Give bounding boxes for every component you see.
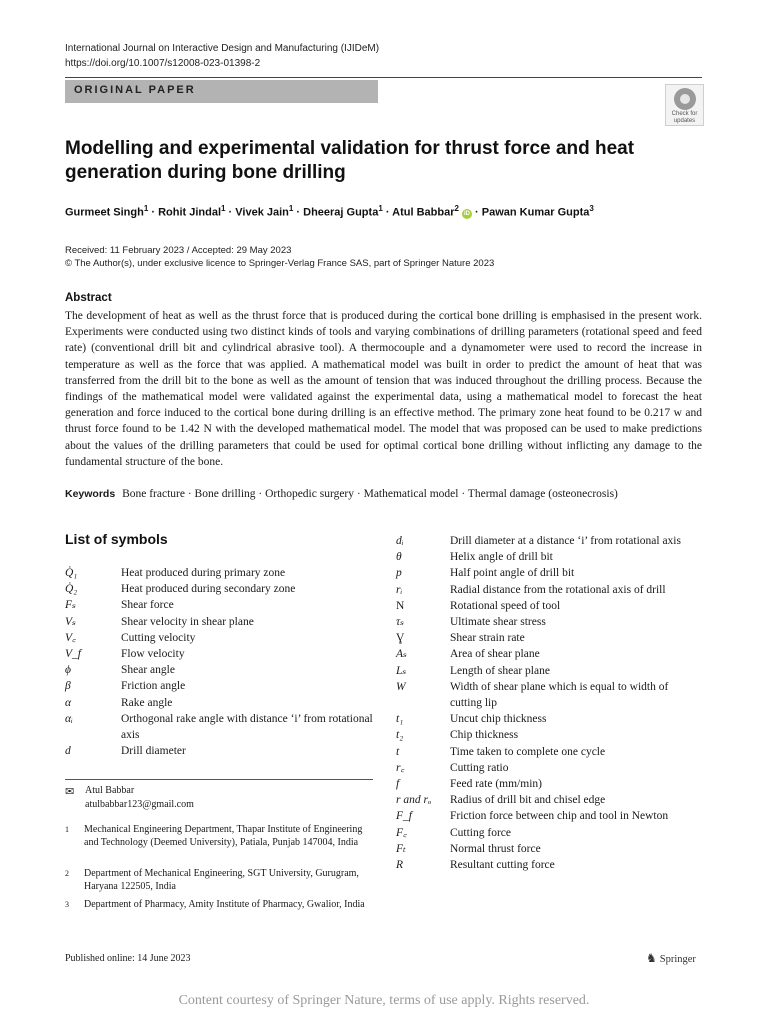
symbol-description: Shear force (121, 599, 174, 612)
author-affiliation-marker: 3 (589, 204, 594, 213)
springer-horse-icon: ♞ (646, 951, 657, 965)
check-for-updates-badge[interactable] (665, 84, 704, 126)
symbol-description: Friction angle (121, 680, 186, 693)
symbol-row (396, 760, 702, 776)
symbol: t₂ (396, 729, 404, 742)
symbol-description: Rotational speed of tool (450, 599, 561, 612)
abstract-heading: Abstract (65, 292, 112, 304)
corresponding-author-name: Atul Babbar (85, 785, 135, 796)
symbol-row (65, 581, 373, 597)
symbol: r꜀ (396, 761, 405, 774)
author-name: Rohit Jindal (158, 206, 222, 219)
symbol-description: Time taken to complete one cycle (450, 745, 606, 758)
author-affiliation-marker: 1 (288, 204, 294, 213)
affiliation-number: 1 (65, 825, 69, 834)
affiliation-text: Mechanical Engineering Department, Thapar Institute of Engineering and Technology (Deemed University), Patiala, Punjab 147004, India (84, 824, 363, 848)
symbol-description: Cutting force (450, 826, 511, 839)
affiliation-number: 3 (65, 900, 69, 909)
author-name: Vivek Jain (235, 206, 289, 219)
symbol: Q̇₁ (65, 567, 78, 579)
symbol-description: Cutting velocity (121, 631, 196, 644)
affiliation (65, 867, 365, 893)
symbol: α (65, 696, 72, 709)
affiliation-number: 2 (65, 869, 69, 878)
symbol: W (396, 680, 406, 693)
symbol-row (65, 614, 373, 630)
article-type-banner (65, 80, 378, 103)
symbol: t₁ (396, 713, 404, 726)
symbols-list-left (65, 565, 373, 759)
publisher-logo (646, 951, 696, 966)
symbol: Fₜ (396, 842, 406, 855)
symbol-row (65, 678, 373, 694)
affiliation (65, 898, 365, 911)
symbol: Q̇₂ (65, 583, 78, 596)
symbol-description: Shear velocity in shear plane (121, 615, 254, 628)
symbol-description: Drill diameter at a distance ‘i’ from rotational axis (450, 535, 681, 547)
symbol-row (396, 549, 702, 565)
symbol-description: Flow velocity (121, 648, 185, 661)
symbol-row (396, 711, 702, 727)
symbol-row (65, 646, 373, 662)
corresponding-author-email[interactable]: atulbabbar123@gmail.com (85, 799, 194, 810)
symbol-row (396, 598, 702, 614)
author-name: Gurmeet Singh (65, 206, 144, 219)
symbol-row (396, 663, 702, 679)
footnote-rule (65, 779, 373, 780)
symbol-description: Ultimate shear stress (450, 616, 546, 629)
symbol-description: Width of shear plane which is equal to width of cutting lip (450, 680, 669, 710)
symbol-row (396, 808, 702, 824)
symbol-row (396, 841, 702, 857)
journal-name: International Journal on Interactive Design and Manufacturing (IJIDeM) (65, 43, 380, 54)
symbol-row (65, 711, 373, 743)
symbol: N (396, 599, 405, 612)
published-date: Published online: 14 June 2023 (65, 953, 191, 964)
author-name: Pawan Kumar Gupta (481, 206, 590, 219)
symbol-description: Heat produced during primary zone (121, 567, 286, 579)
symbol-description: Normal thrust force (450, 842, 541, 855)
author-affiliation-marker: 1 (143, 204, 149, 213)
publisher-name: Springer (659, 954, 696, 965)
symbol: f (396, 778, 400, 791)
author-affiliation-marker: 2 (454, 204, 459, 213)
symbol-row (396, 825, 702, 841)
symbol-description: Chip thickness (450, 729, 519, 742)
keywords (65, 486, 702, 502)
symbol-row (396, 614, 702, 630)
keywords-heading: Keywords (65, 488, 116, 500)
symbol-row (65, 565, 373, 581)
symbol: rᵢ (396, 583, 403, 596)
symbol: F꜀ (396, 826, 408, 839)
symbol: Fₛ (65, 599, 76, 612)
symbol-row (396, 630, 702, 646)
orcid-icon[interactable]: iD (464, 210, 470, 217)
symbol: p (396, 567, 402, 580)
symbol-description: Cutting ratio (450, 761, 509, 774)
symbol: F_f (396, 810, 412, 823)
symbol: Vₛ (65, 615, 76, 628)
symbol: Ɣ (396, 632, 405, 645)
symbol-description: Resultant cutting force (450, 859, 555, 872)
header-rule (65, 77, 702, 78)
symbol-description: Friction force between chip and tool in Newton (450, 810, 669, 823)
symbol: αᵢ (65, 712, 73, 725)
symbol: Aₛ (396, 648, 407, 661)
article-type-label: ORIGINAL PAPER (74, 84, 196, 96)
symbol-row (65, 743, 373, 759)
article-dates (65, 244, 494, 270)
copyright-notice: © The Author(s), under exclusive licence to Springer-Verlag France SAS, part of Springer Nature 2023 (65, 258, 495, 269)
symbol: R (396, 859, 404, 872)
symbol: V_f (65, 648, 81, 661)
symbol-description: Helix angle of drill bit (450, 551, 553, 564)
symbol-description: Shear strain rate (450, 632, 525, 645)
keywords-text: Bone fracture · Bone drilling · Orthopedic surgery · Mathematical model · Thermal damage (osteonecrosis) (122, 488, 618, 500)
crossmark-line2: updates (673, 118, 696, 124)
symbol: θ (396, 551, 402, 564)
symbol-row (396, 792, 702, 808)
author-affiliation-marker: 1 (221, 204, 226, 213)
symbol-row (396, 776, 702, 792)
symbol: dᵢ (396, 535, 404, 547)
symbol: r and rₒ (396, 794, 432, 807)
symbol: ϕ (65, 664, 71, 677)
author-list: Gurmeet Singh$^1$ · Rohit Jindal$^1$ · Vivek Jain$^1$ · Dheeraj Gupta$^1$ · Atul Babbar$^2$ iD · Pawan Kumar Gupta$^3$ (65, 204, 594, 219)
journal-header (65, 41, 379, 71)
symbol-row (65, 695, 373, 711)
symbol-description: Length of shear plane (450, 664, 550, 677)
symbol: β (65, 680, 71, 693)
symbol: t (396, 745, 400, 758)
envelope-icon: ✉ (65, 786, 75, 798)
symbol-description: Heat produced during secondary zone (121, 583, 296, 596)
author-affiliation-marker: 1 (378, 204, 383, 213)
symbol-description: Half point angle of drill bit (450, 567, 575, 580)
symbols-heading: List of symbols (65, 531, 168, 547)
symbol-row (65, 630, 373, 646)
symbol-description: Radius of drill bit and chisel edge (450, 794, 606, 807)
courtesy-notice: Content courtesy of Springer Nature, terms of use apply. Rights reserved. (178, 993, 590, 1008)
abstract-text: The development of heat as well as the thrust force that is produced during the cortical bone drilling is emphasised in the present work. Experiments were conducted using two distinct kinds of tools and varying combinations of drilling parameters (rotational speed and feed rate) (conventional drill bit and cylindrical abrasive tool). A thermocouple and a dynamometer were used to record the increase in temperature as well as the force that was applied. A mathematical model was built in order to predict the amount of heat that was transferred from the drill bit to the bone as well as the amount of tension that was induced throughout the drilling process. Because the findings of the mathematical model were validated against the experimental data, using a mathematical model to forecast the heat generation and force induced to the cortical bone during drilling is an effective method. The primary zone heat found to be 0.217 w and thrust force found to be 1.42 N with the developed mathematical model. The model that was proposed can be used to make predictions about the values of the drilling parameters that could be used for optimal cortical bone drilling without inflicting any damage to the fundamental structure of the bone. (65, 310, 702, 468)
symbol-row (396, 565, 702, 581)
received-accepted-dates: Received: 11 February 2023 / Accepted: 29 May 2023 (65, 245, 292, 256)
crossmark-line1: Check for (671, 111, 698, 117)
symbol: d (65, 745, 71, 758)
symbol-row (396, 857, 702, 873)
symbol-row (65, 597, 373, 613)
symbol-description: Orthogonal rake angle with distance ‘i’ from rotational axis (121, 712, 373, 742)
author-name: Dheeraj Gupta (303, 206, 379, 219)
symbol: τₛ (396, 616, 404, 629)
crossmark-icon (674, 88, 696, 110)
affiliation-text: Department of Mechanical Engineering, SGT University, Gurugram, Haryana 122505, India (84, 868, 359, 892)
symbol-row (396, 646, 702, 662)
symbol-description: Shear angle (121, 664, 175, 677)
corresponding-author (65, 784, 365, 812)
symbol-description: Rake angle (121, 696, 173, 709)
symbol-row (396, 679, 702, 711)
symbols-list-right (396, 533, 702, 873)
symbol-row (396, 533, 702, 549)
affiliation-text: Department of Pharmacy, Amity Institute of Pharmacy, Gwalior, India (84, 899, 365, 910)
symbol-description: Feed rate (mm/min) (450, 778, 542, 791)
affiliation (65, 823, 365, 849)
symbol-row (396, 727, 702, 743)
symbol-row (396, 744, 702, 760)
symbol-description: Area of shear plane (450, 648, 540, 661)
author-name: Atul Babbar (392, 206, 455, 219)
symbol: Lₛ (396, 664, 407, 677)
symbol-row (396, 582, 702, 598)
symbol: V꜀ (65, 631, 77, 644)
symbol-description: Uncut chip thickness (450, 713, 547, 726)
symbol-description: Drill diameter (121, 745, 186, 758)
doi-link[interactable]: https://doi.org/10.1007/s12008-023-01398-2 (65, 58, 261, 69)
symbol-description: Radial distance from the rotational axis of drill (450, 583, 666, 596)
paper-title: Modelling and experimental validation for thrust force and heat generation during bone drilling (65, 138, 635, 183)
symbol-row (65, 662, 373, 678)
